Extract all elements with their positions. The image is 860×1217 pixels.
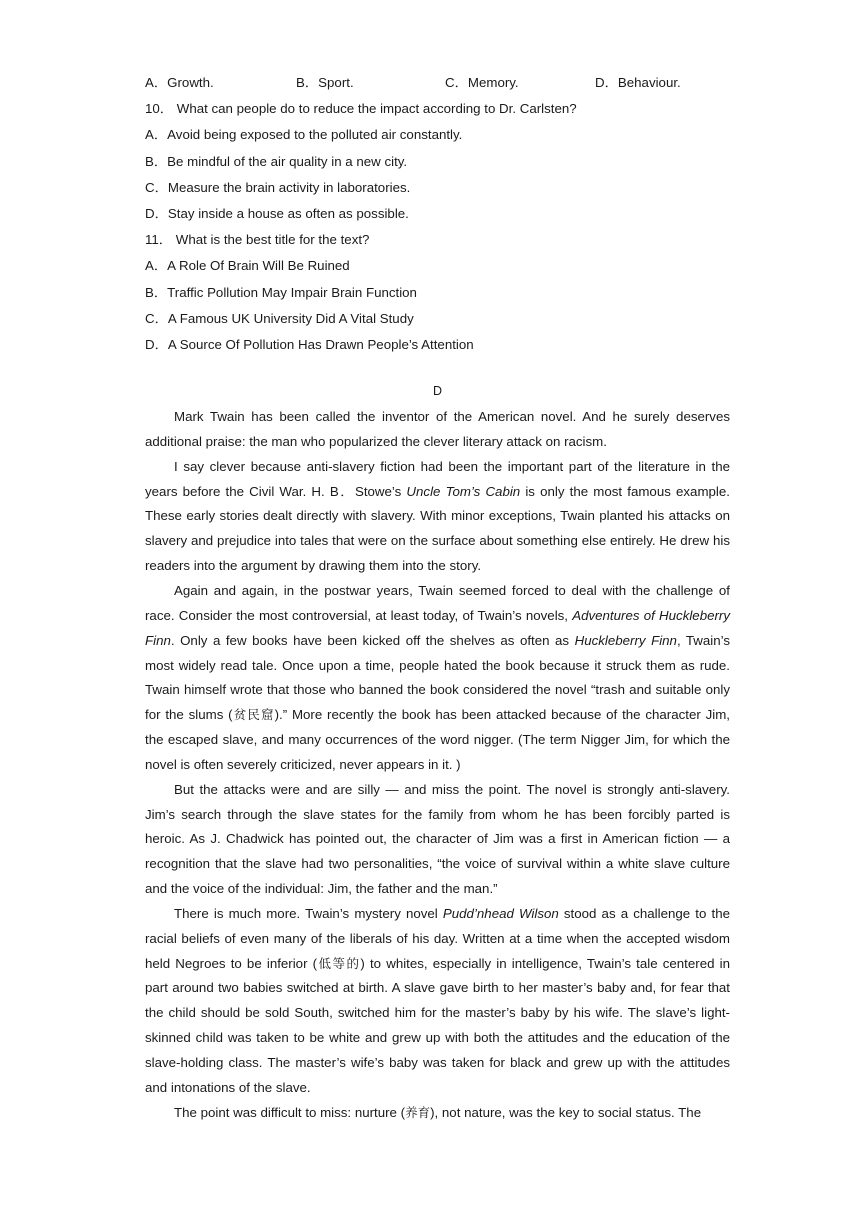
p3-text-d: ).” More recently the book has been attacked because of the character Jim, the escaped slave, and many occurrences of the word nigger. (The term Nigger Jim, for which the novel is often severely criticized, never appears in it. ) [145, 707, 730, 772]
q9-option-b[interactable]: B．Sport. [296, 75, 354, 90]
p5-text-b: stood as a challenge to the racial beliefs of even many of the liberals of his day. Written at a time when the accepted wisdom held Negroes to be inferior ( [145, 905, 730, 971]
passage-paragraph-2 [145, 455, 730, 579]
gloss-inferior: 低等的 [317, 955, 361, 971]
q11-option-c[interactable]: C．A Famous UK University Did A Vital Study [145, 310, 414, 326]
document-page [145, 70, 730, 1126]
passage-paragraph-5 [145, 902, 730, 1101]
book-title-huckleberry-finn-short: Huckleberry Finn [574, 632, 677, 648]
p5-text-a: There is much more. Twain’s mystery novel [174, 905, 443, 921]
passage-paragraph-6 [145, 1101, 730, 1126]
book-title-puddnhead-wilson: Pudd’nhead Wilson [442, 905, 559, 921]
q10-option-a[interactable]: A．Avoid being exposed to the polluted air constantly. [145, 127, 463, 143]
book-title-huckleberry-finn: Adventures of Huckleberry Finn [145, 607, 730, 648]
q9-option-c[interactable]: C．Memory. [445, 75, 519, 90]
gloss-slums: 贫民窟 [232, 707, 275, 723]
q11-option-a[interactable]: A．A Role Of Brain Will Be Ruined [145, 258, 350, 274]
q11-option-b[interactable]: B．Traffic Pollution May Impair Brain Function [145, 284, 417, 300]
p3-text-b: . Only a few books have been kicked off the shelves as often as [170, 632, 575, 648]
section-label: D [432, 384, 443, 399]
q10-option-b[interactable]: B．Be mindful of the air quality in a new city. [145, 153, 408, 169]
passage-paragraph-3 [145, 579, 730, 778]
p3-text-a: Again and again, in the postwar years, Twain seemed forced to deal with the challenge of race. Consider the most controversial, at least today, of Twain’s novels, [145, 582, 730, 623]
p6-text-a: The point was difficult to miss: nurture ( [174, 1104, 406, 1120]
q11-option-d[interactable]: D．A Source Of Pollution Has Drawn People’s Attention [145, 336, 474, 352]
q9-option-a[interactable]: A．Growth. [145, 75, 214, 90]
passage-paragraph-4: But the attacks were and are silly — and miss the point. The novel is strongly anti-slavery. Jim’s search through the slave states for the family from whom he has been forcibly parted is heroic. As J. Chadwick has pointed out, the character of Jim was a first in American fiction — a recognition that the slave had two personalities, “the voice of survival within a white slave culture and the voice of the individual: Jim, the father and the man.” [145, 781, 730, 897]
p5-text-c: ) to whites, especially in intelligence, Twain’s tale centered in part around two babies switched at birth. A slave gave birth to her master’s baby and, for fear that the child should be sold South, switched him for the master’s baby by his wife. The slave’s light-skinned child was taken to be white and grew up with both the attitudes and the education of the slave-holding class. The master’s wife’s baby was taken for black and grew up with the attitudes and intonations of the slave. [145, 955, 730, 1095]
q10-option-c[interactable]: C．Measure the brain activity in laboratories. [145, 179, 411, 195]
book-title-uncle-toms-cabin: Uncle Tom’s Cabin [406, 483, 521, 499]
section-gap [145, 358, 730, 380]
p2-text-a: I say clever because anti-slavery fiction had been the important part of the literature in the years before the Civil War. H. B．Stowe’s [145, 458, 730, 499]
q9-option-d[interactable]: D．Behaviour. [595, 75, 681, 90]
q10-stem: 10． What can people do to reduce the impact according to Dr. Carlsten? [145, 101, 577, 117]
q11-stem: 11． What is the best title for the text? [145, 232, 370, 248]
q10-option-d[interactable]: D．Stay inside a house as often as possible. [145, 205, 409, 221]
passage-paragraph-1: Mark Twain has been called the inventor of the American novel. And he surely deserves additional praise: the man who popularized the clever literary attack on racism. [145, 409, 730, 449]
q9-options [145, 70, 730, 96]
p6-text-b: ), not nature, was the key to social status. The [430, 1104, 702, 1120]
p2-text-b: is only the most famous example. These early stories dealt directly with slavery. With minor exceptions, Twain planted his attacks on slavery and prejudice into tales that were on the surface about something else entirely. He drew his readers into the argument by drawing them into the story. [145, 483, 730, 574]
p3-text-c: , Twain’s most widely read tale. Once upon a time, people hated the book because it struck them as rude. Twain himself wrote that those who banned the book considered the novel “trash and suitable only for the slums ( [145, 632, 731, 723]
gloss-nurture: 养育 [405, 1104, 431, 1120]
